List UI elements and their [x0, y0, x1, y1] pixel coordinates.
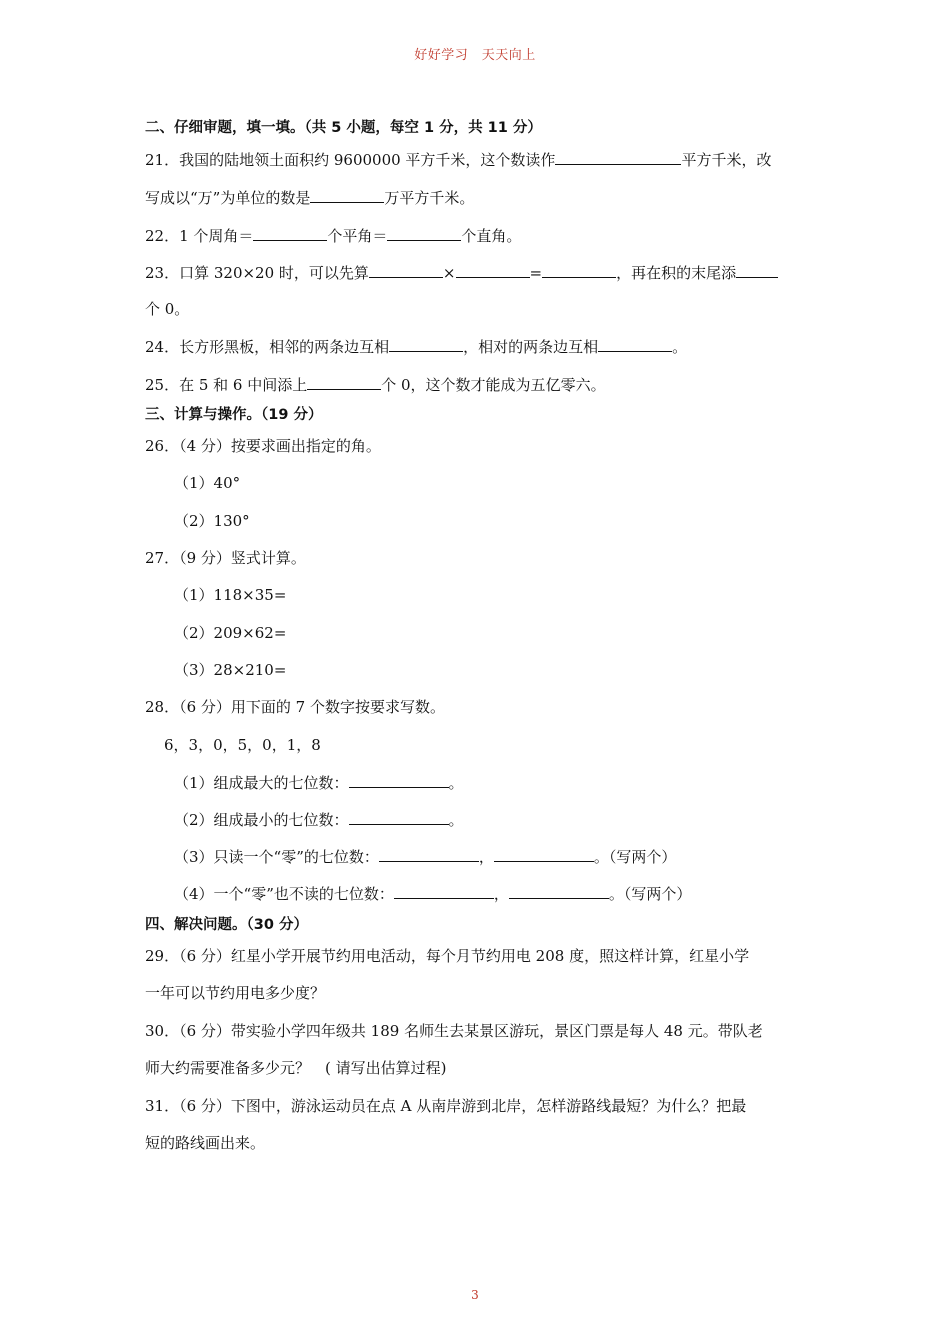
q28-item-4-sep: ，	[493, 885, 509, 903]
q21-blank-2[interactable]	[310, 187, 384, 203]
q28-item-2	[174, 809, 464, 830]
page-header: 好好学习 天天向上	[414, 48, 536, 63]
q23-text-a: 23．口算 320×20 时，可以先算	[145, 264, 369, 282]
q29-line2: 一年可以节约用电多少度？	[145, 984, 326, 1002]
q25-text-a: 25．在 5 和 6 中间添上	[145, 376, 308, 394]
q28-blank-4a[interactable]	[394, 883, 494, 899]
q24-blank-1[interactable]	[389, 336, 463, 352]
q22-text-b: 个平角＝	[327, 227, 388, 245]
q24-blank-2[interactable]	[598, 336, 672, 352]
q23-line2: 个 0。	[145, 300, 190, 318]
q28-blank-4b[interactable]	[509, 883, 609, 899]
q24-text-b: ，相对的两条边互相	[463, 338, 599, 356]
q24-text-a: 24．长方形黑板，相邻的两条边互相	[145, 338, 390, 356]
q24-text-c: 。	[672, 338, 688, 356]
q23-text-d: ，再在积的末尾添	[616, 264, 737, 282]
q28-item-4-text: （4）一个“零”也不读的七位数：	[174, 885, 394, 903]
q22-text-a: 22．1 个周角＝	[145, 227, 254, 245]
q28-blank-3a[interactable]	[379, 846, 479, 862]
q25-line	[145, 374, 606, 395]
q23-equals: =	[529, 264, 543, 282]
section-2-title: 二、仔细审题，填一填。（共 5 小题，每空 1 分，共 11 分）	[145, 120, 542, 136]
q23-line1	[145, 262, 778, 283]
q26-text: 26．（4 分）按要求画出指定的角。	[145, 437, 381, 455]
q22-blank-1[interactable]	[253, 225, 327, 241]
q28-digits: 6，3，0，5，0，1，8	[164, 736, 321, 754]
q28-item-4	[174, 883, 691, 904]
q26-item-1: （1）40°	[174, 474, 241, 492]
q22-line	[145, 225, 521, 246]
q21-line2	[145, 187, 474, 208]
q23-times: ×	[442, 264, 456, 282]
q21-text-a: 21．我国的陆地领土面积约 9600000 平方千米，这个数读作	[145, 151, 556, 169]
q31-line2: 短的路线画出来。	[145, 1134, 266, 1152]
q25-text-b: 个 0，这个数才能成为五亿零六。	[381, 376, 606, 394]
q21-text-c: 写成以“万”为单位的数是	[145, 189, 311, 207]
q28-item-3-text: （3）只读一个“零”的七位数：	[174, 848, 379, 866]
q28-item-2-text: （2）组成最小的七位数：	[174, 811, 349, 829]
q23-blank-4[interactable]	[736, 262, 778, 278]
q22-blank-2[interactable]	[387, 225, 461, 241]
q28-item-3	[174, 846, 676, 867]
page-number: 3	[471, 1288, 479, 1302]
q28-item-2-end: 。	[448, 811, 464, 829]
q21-text-d: 万平方千米。	[384, 189, 475, 207]
q23-blank-3[interactable]	[542, 262, 616, 278]
q28-text: 28．（6 分）用下面的 7 个数字按要求写数。	[145, 698, 445, 716]
q21-line1	[145, 149, 771, 170]
q31-line1: 31．（6 分）下图中，游泳运动员在点 A 从南岸游到北岸，怎样游路线最短？为什么？把最	[145, 1097, 747, 1115]
q21-text-b: 平方千米，改	[681, 151, 772, 169]
section-3-title: 三、计算与操作。（19 分）	[145, 407, 323, 423]
q27-item-1: （1）118×35=	[174, 586, 287, 604]
q24-line	[145, 336, 687, 357]
q28-blank-2[interactable]	[349, 809, 449, 825]
q27-item-3: （3）28×210=	[174, 661, 287, 679]
q21-blank-1[interactable]	[555, 149, 681, 165]
q29-line1: 29．（6 分）红星小学开展节约用电活动，每个月节约用电 208 度，照这样计算，红星小学	[145, 947, 750, 965]
q28-item-1-end: 。	[448, 774, 464, 792]
q28-blank-3b[interactable]	[494, 846, 594, 862]
q25-blank[interactable]	[307, 374, 381, 390]
q23-blank-2[interactable]	[456, 262, 530, 278]
q30-line1: 30．（6 分）带实验小学四年级共 189 名师生去某景区游玩，景区门票是每人 48 元。带队老	[145, 1022, 763, 1040]
q28-blank-1[interactable]	[349, 772, 449, 788]
q28-item-4-end: 。（写两个）	[608, 885, 692, 903]
q27-text: 27．（9 分）竖式计算。	[145, 549, 306, 567]
q22-text-c: 个直角。	[461, 227, 522, 245]
q23-blank-1[interactable]	[369, 262, 443, 278]
q30-line2: 师大约需要准备多少元？ ( 请写出估算过程)	[145, 1059, 447, 1077]
q28-item-3-end: 。（写两个）	[593, 848, 677, 866]
q28-item-3-sep: ，	[478, 848, 494, 866]
q26-item-2: （2）130°	[174, 512, 250, 530]
q28-item-1-text: （1）组成最大的七位数：	[174, 774, 349, 792]
q27-item-2: （2）209×62=	[174, 624, 287, 642]
q28-item-1	[174, 772, 464, 793]
section-4-title: 四、解决问题。（30 分）	[145, 917, 308, 933]
